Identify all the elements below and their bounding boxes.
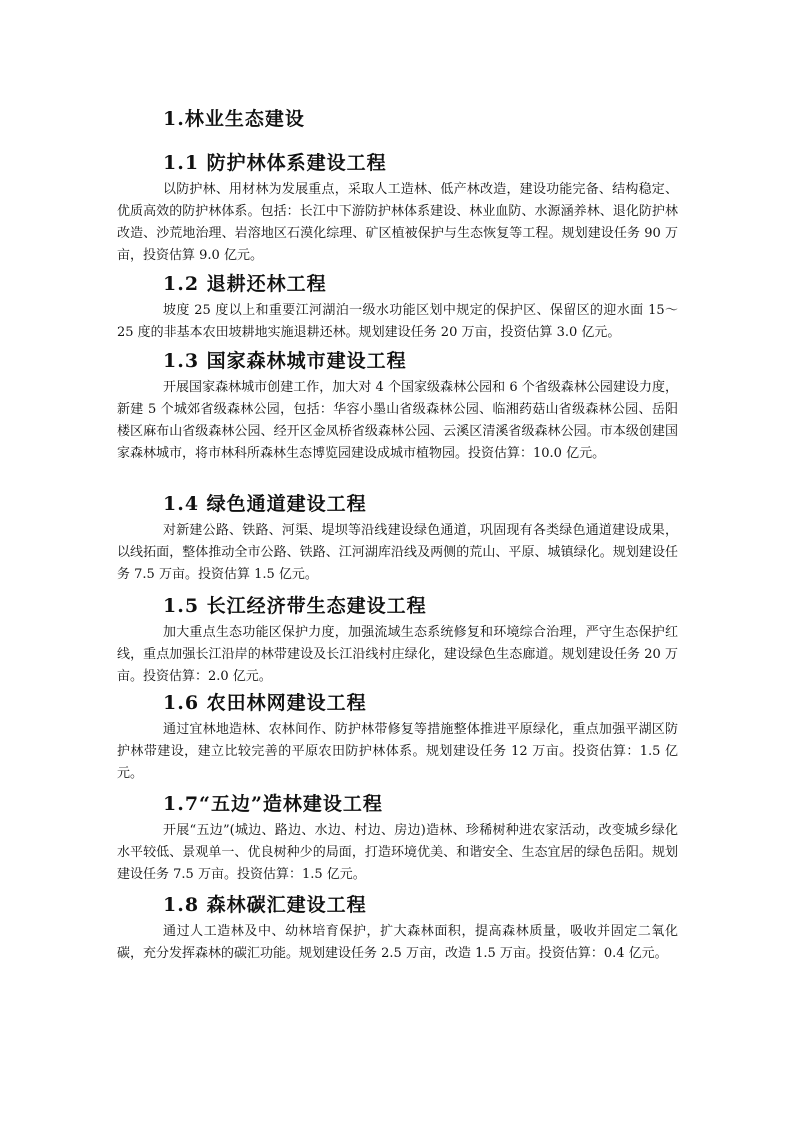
- section-1-1: [117, 150, 678, 267]
- section-body: 通过人工造林及中、幼林培育保护，扩大森林面积，提高森林质量，吸收并固定二氧化碳，充分发挥森林的碳汇功能。规划建设任务 2.5 万亩，改造 1.5 万亩。投资估算：0.4 亿元。: [117, 924, 678, 961]
- section-1-6: [117, 690, 678, 785]
- section-heading: 1.5 长江经济带生态建设工程: [163, 595, 427, 617]
- section-1-2: [117, 271, 678, 344]
- section-body: 通过宜林地造林、农林间作、防护林带修复等措施整体推进平原绿化，重点加强平湖区防护林带建设，建立比较完善的平原农田防护林体系。规划建设任务 12 万亩。投资估算：1.5 亿元。: [117, 722, 678, 781]
- section-heading: 1.2 退耕还林工程: [163, 273, 327, 295]
- section-1-5: [117, 593, 678, 688]
- section-body: 以防护林、用材林为发展重点，采取人工造林、低产林改造，建设功能完备、结构稳定、优质高效的防护林体系。包括：长江中下游防护林体系建设、林业血防、水源涵养林、退化防护林改造、沙荒地治理、岩溶地区石漠化综理、矿区植被保护与生态恢复等工程。规划建设任务 90 万亩，投资估算 9.0 亿元。: [117, 182, 678, 263]
- section-heading: 1.1 防护林体系建设工程: [163, 152, 387, 174]
- section-body: 开展国家森林城市创建工作，加大对 4 个国家级森林公园和 6 个省级森林公园建设力度，新建 5 个城郊省级森林公园，包括：华容小墨山省级森林公园、临湘药菇山省级森林公园、岳阳楼区麻布山省级森林公园、经开区金凤桥省级森林公园、云溪区清溪省级森林公园。市本级创建国家森林城市，将市林科所森林生态博览园建设成城市植物园。投资估算：10.0 亿元。: [117, 380, 678, 461]
- section-body: 开展“五边”(城边、路边、水边、村边、房边)造林、珍稀树种进农家活动，改变城乡绿化水平较低、景观单一、优良树种少的局面，打造环境优美、和谐安全、生态宜居的绿色岳阳。规划建设任务 7.5 万亩。投资估算：1.5 亿元。: [117, 823, 678, 882]
- section-heading: 1.3 国家森林城市建设工程: [163, 350, 407, 372]
- section-heading: 1.4 绿色通道建设工程: [163, 493, 367, 515]
- section-heading: 1.7“五边”造林建设工程: [163, 793, 383, 815]
- section-body: 坡度 25 度以上和重要江河湖泊一级水功能区划中规定的保护区、保留区的迎水面 15～25 度的非基本农田坡耕地实施退耕还林。规划建设任务 20 万亩，投资估算 3.0 亿元。: [117, 303, 678, 340]
- section-body: 对新建公路、铁路、河渠、堤坝等沿线建设绿色通道，巩固现有各类绿色通道建设成果，以线拓面，整体推动全市公路、铁路、江河湖库沿线及两侧的荒山、平原、城镇绿化。规划建设任务 7.5 万亩。投资估算 1.5 亿元。: [117, 523, 678, 582]
- section-body: 加大重点生态功能区保护力度，加强流域生态系统修复和环境综合治理，严守生态保护红线，重点加强长江沿岸的林带建设及长江沿线村庄绿化，建设绿色生态廊道。规划建设任务 20 万亩。投资估算：2.0 亿元。: [117, 625, 678, 684]
- section-heading: 1.6 农田林网建设工程: [163, 692, 367, 714]
- section-1-7: [117, 791, 678, 886]
- section-1-4: [117, 491, 678, 586]
- section-heading: 1.8 森林碳汇建设工程: [163, 894, 367, 916]
- document-title: 1.林业生态建设: [163, 108, 305, 130]
- section-1-3: [117, 348, 678, 465]
- section-1-8: [117, 892, 678, 965]
